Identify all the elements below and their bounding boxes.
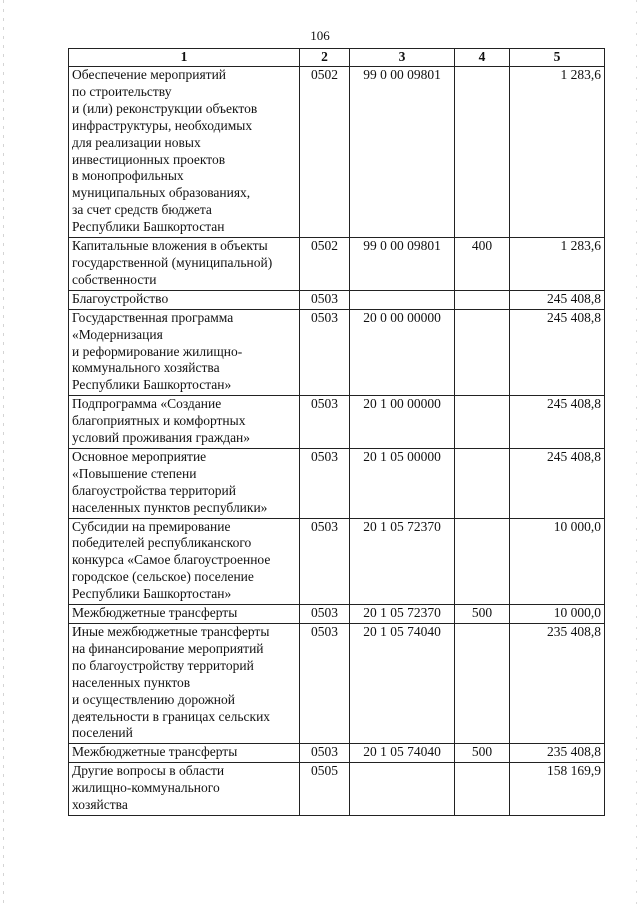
cell-name-line: Обеспечение мероприятий xyxy=(72,67,227,82)
cell-expense-type xyxy=(455,290,510,309)
cell-name-line: деятельности в границах сельских xyxy=(72,708,271,724)
cell-name-line: Иные межбюджетные трансферты xyxy=(72,624,270,639)
cell-name-line: Республики Башкортостан» xyxy=(72,586,232,602)
cell-expense-type xyxy=(455,396,510,449)
cell-amount: 245 408,8 xyxy=(510,396,605,449)
cell-section: 0503 xyxy=(300,605,350,624)
cell-name-line: населенных пунктов xyxy=(72,674,191,690)
cell-name-line: благоприятных и комфортных xyxy=(72,413,246,429)
cell-name-line: поселений xyxy=(72,725,133,741)
cell-name-line: Другие вопросы в области xyxy=(72,763,225,779)
cell-target-code: 20 1 05 74040 xyxy=(350,744,455,763)
cell-name-line: государственной (муниципальной) xyxy=(72,254,273,270)
cell-name-line: и реформирование жилищно- xyxy=(72,343,243,359)
cell-name-line: коммунального хозяйства xyxy=(72,360,220,376)
cell-name-line: «Повышение степени xyxy=(72,465,197,481)
cell-target-code: 20 1 05 00000 xyxy=(350,448,455,518)
cell-name-line: Межбюджетные трансферты xyxy=(72,605,238,621)
scan-edge-left xyxy=(3,0,4,905)
cell-target-code: 20 1 00 00000 xyxy=(350,396,455,449)
cell-name-line: Субсидии на премирование xyxy=(72,518,231,534)
cell-name-line: городское (сельское) поселение xyxy=(72,569,254,585)
table-row xyxy=(69,763,605,816)
cell-name-line: жилищно-коммунального xyxy=(72,780,220,796)
cell-section: 0503 xyxy=(300,290,350,309)
column-header-3: 3 xyxy=(350,49,455,67)
cell-name xyxy=(69,624,300,744)
page-number: 106 xyxy=(310,28,330,43)
cell-name xyxy=(69,290,300,309)
cell-expense-type: 500 xyxy=(455,744,510,763)
table-row xyxy=(69,67,605,238)
cell-expense-type xyxy=(455,67,510,238)
table-body xyxy=(69,67,605,816)
column-header-2: 2 xyxy=(300,49,350,67)
cell-target-code xyxy=(350,290,455,309)
cell-name-line: собственности xyxy=(72,271,157,287)
table-row xyxy=(69,309,605,396)
cell-name-line: по благоустройству территорий xyxy=(72,657,254,673)
cell-amount: 158 169,9 xyxy=(510,763,605,816)
cell-name xyxy=(69,605,300,624)
cell-amount: 245 408,8 xyxy=(510,448,605,518)
cell-name xyxy=(69,763,300,816)
cell-amount: 235 408,8 xyxy=(510,624,605,744)
cell-expense-type xyxy=(455,448,510,518)
table-row xyxy=(69,448,605,518)
cell-amount: 1 283,6 xyxy=(510,238,605,291)
cell-section: 0503 xyxy=(300,518,350,605)
column-header-5: 5 xyxy=(510,49,605,67)
column-header-4: 4 xyxy=(455,49,510,67)
cell-name-line: и осуществлению дорожной xyxy=(72,691,236,707)
cell-expense-type: 400 xyxy=(455,238,510,291)
cell-expense-type xyxy=(455,763,510,816)
cell-name-line: Республики Башкортостан» xyxy=(72,377,232,393)
cell-name-line: благоустройства территорий xyxy=(72,482,236,498)
cell-target-code xyxy=(350,763,455,816)
cell-section: 0505 xyxy=(300,763,350,816)
cell-amount: 1 283,6 xyxy=(510,67,605,238)
cell-section: 0503 xyxy=(300,744,350,763)
budget-table xyxy=(68,48,605,816)
cell-name-line: населенных пунктов республики» xyxy=(72,499,268,515)
table-header-row xyxy=(69,49,605,67)
cell-name-line: на финансирование мероприятий xyxy=(72,640,264,656)
cell-amount: 245 408,8 xyxy=(510,309,605,396)
cell-expense-type: 500 xyxy=(455,605,510,624)
table-row xyxy=(69,744,605,763)
cell-amount: 10 000,0 xyxy=(510,518,605,605)
cell-name-line: и (или) реконструкции объектов xyxy=(72,100,258,116)
cell-section: 0502 xyxy=(300,67,350,238)
cell-target-code: 20 1 05 72370 xyxy=(350,605,455,624)
cell-section: 0502 xyxy=(300,238,350,291)
column-header-1: 1 xyxy=(69,49,300,67)
cell-name xyxy=(69,396,300,449)
cell-name-line: Республики Башкортостан xyxy=(72,219,225,235)
cell-name-line: условий проживания граждан» xyxy=(72,430,251,446)
cell-name-line: Капитальные вложения в объекты xyxy=(72,238,268,254)
cell-target-code: 99 0 00 09801 xyxy=(350,238,455,291)
cell-name-line: конкурса «Самое благоустроенное xyxy=(72,552,271,568)
cell-name-line: в монопрофильных xyxy=(72,168,184,184)
cell-section: 0503 xyxy=(300,448,350,518)
cell-name xyxy=(69,309,300,396)
cell-name-line: «Модернизация xyxy=(72,326,163,342)
cell-name-line: инфраструктуры, необходимых xyxy=(72,117,253,133)
cell-name-line: победителей республиканского xyxy=(72,535,252,551)
table-row xyxy=(69,518,605,605)
scan-edge-right xyxy=(636,0,637,905)
cell-name xyxy=(69,518,300,605)
cell-name-line: для реализации новых xyxy=(72,134,201,150)
table-row xyxy=(69,605,605,624)
cell-amount: 10 000,0 xyxy=(510,605,605,624)
cell-section: 0503 xyxy=(300,309,350,396)
table-row xyxy=(69,290,605,309)
cell-name xyxy=(69,448,300,518)
cell-section: 0503 xyxy=(300,624,350,744)
cell-name-line: Государственная программа xyxy=(72,309,234,325)
cell-target-code: 20 0 00 00000 xyxy=(350,309,455,396)
table-row xyxy=(69,624,605,744)
cell-target-code: 20 1 05 74040 xyxy=(350,624,455,744)
cell-section: 0503 xyxy=(300,396,350,449)
cell-name-line: инвестиционных проектов xyxy=(72,151,226,167)
cell-amount: 245 408,8 xyxy=(510,290,605,309)
cell-name-line: Основное мероприятие xyxy=(72,448,207,464)
cell-expense-type xyxy=(455,624,510,744)
cell-target-code: 20 1 05 72370 xyxy=(350,518,455,605)
cell-amount: 235 408,8 xyxy=(510,744,605,763)
cell-name-line: хозяйства xyxy=(72,797,128,813)
cell-name xyxy=(69,238,300,291)
cell-name-line: Благоустройство xyxy=(72,290,169,306)
table-row xyxy=(69,396,605,449)
cell-name-line: Подпрограмма «Создание xyxy=(72,396,222,412)
cell-name xyxy=(69,67,300,238)
cell-target-code: 99 0 00 09801 xyxy=(350,67,455,238)
cell-name-line: Межбюджетные трансферты xyxy=(72,744,238,760)
table-row xyxy=(69,238,605,291)
cell-name xyxy=(69,744,300,763)
cell-name-line: по строительству xyxy=(72,83,172,99)
cell-name-line: за счет средств бюджета xyxy=(72,202,212,218)
cell-name-line: муниципальных образованиях, xyxy=(72,185,251,201)
cell-expense-type xyxy=(455,309,510,396)
cell-expense-type xyxy=(455,518,510,605)
